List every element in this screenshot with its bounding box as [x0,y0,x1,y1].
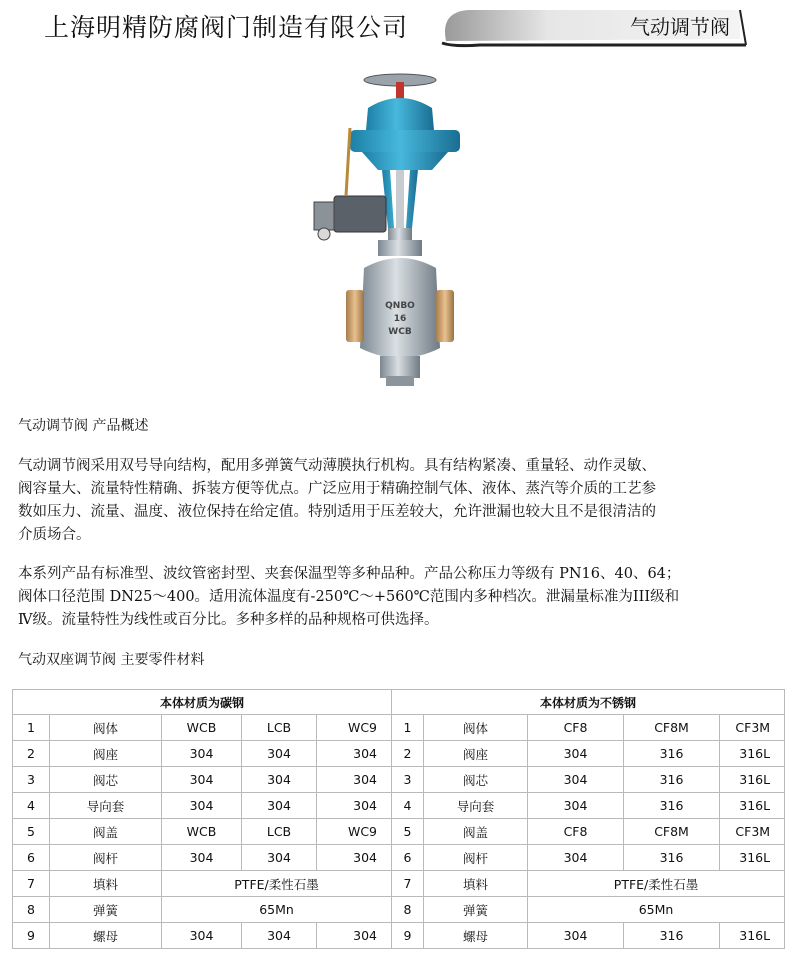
stainless-material-cell: 304 [528,741,624,767]
actuator-top [366,98,434,130]
carbon-material-cell: 304 [162,767,242,793]
row-number-cell: 8 [392,897,424,923]
table-row [13,767,785,793]
part-name-cell: 螺母 [424,923,528,949]
body-mark-brand: QNBO [385,301,415,311]
overview-heading: 气动调节阀 产品概述 [18,418,149,434]
paragraph-line: 气动调节阀采用双号导向结构，配用多弹簧气动薄膜执行机构。具有结构紧凑、重量轻、动作灵敏、 [18,458,656,474]
parts-material-table [12,689,785,949]
inlet-flange [346,290,364,342]
product-tab [440,9,748,43]
overview-paragraph-1 [18,455,760,547]
table-row [13,871,785,897]
positioner [334,196,386,232]
row-number-cell: 3 [392,767,424,793]
paragraph-line: 数如压力、流量、温度、液位保持在给定值。特别适用于压差较大，允许泄漏也较大且不是很清洁的 [18,504,656,520]
table-row [13,741,785,767]
carbon-material-cell: 304 [162,793,242,819]
carbon-material-cell: PTFE/柔性石墨 [162,871,392,897]
row-number-cell: 7 [13,871,50,897]
part-name-cell: 弹簧 [424,897,528,923]
product-tab-label: 气动调节阀 [630,15,730,39]
row-number-cell: 4 [392,793,424,819]
carbon-material-cell: 304 [317,767,392,793]
row-number-cell: 3 [13,767,50,793]
header-stainless-steel: 本体材质为不锈钢 [392,690,785,715]
stainless-material-cell: 316 [624,845,720,871]
diaphragm-actuator [350,130,460,152]
carbon-material-cell: WC9 [317,715,392,741]
row-number-cell: 7 [392,871,424,897]
stainless-material-cell: CF3M [720,715,785,741]
table-row [13,923,785,949]
stainless-material-cell: 65Mn [528,897,785,923]
carbon-material-cell: 304 [242,923,317,949]
stainless-material-cell: 316 [624,923,720,949]
row-number-cell: 6 [13,845,50,871]
stainless-material-cell: 304 [528,767,624,793]
stainless-material-cell: 316L [720,741,785,767]
stainless-material-cell: 316 [624,741,720,767]
stainless-material-cell: CF8M [624,715,720,741]
carbon-material-cell: WCB [162,715,242,741]
paragraph-line: 介质场合。 [18,527,91,543]
carbon-material-cell: 304 [162,923,242,949]
valve-photo [290,68,480,398]
stainless-material-cell: 316 [624,767,720,793]
bonnet [378,240,422,256]
part-name-cell: 阀体 [424,715,528,741]
row-number-cell: 5 [13,819,50,845]
outlet-flange [436,290,454,342]
row-number-cell: 9 [13,923,50,949]
part-name-cell: 阀芯 [424,767,528,793]
part-name-cell: 阀座 [50,741,162,767]
row-number-cell: 1 [13,715,50,741]
part-name-cell: 导向套 [50,793,162,819]
row-number-cell: 2 [392,741,424,767]
row-number-cell: 1 [392,715,424,741]
carbon-material-cell: 304 [317,923,392,949]
table-row [13,715,785,741]
stainless-material-cell: 316L [720,923,785,949]
carbon-material-cell: 304 [242,741,317,767]
header-carbon-steel: 本体材质为碳钢 [13,690,392,715]
part-name-cell: 阀杆 [424,845,528,871]
body-mark-material: WCB [388,327,412,337]
carbon-material-cell: 65Mn [162,897,392,923]
row-number-cell: 4 [13,793,50,819]
carbon-material-cell: 304 [317,845,392,871]
row-number-cell: 8 [13,897,50,923]
carbon-material-cell: 304 [242,845,317,871]
part-name-cell: 阀杆 [50,845,162,871]
carbon-material-cell: WCB [162,819,242,845]
carbon-material-cell: 304 [162,845,242,871]
table-row [13,897,785,923]
parts-heading: 气动双座调节阀 主要零件材料 [18,652,205,668]
overview-paragraph-2 [18,563,760,632]
part-name-cell: 弹簧 [50,897,162,923]
part-name-cell: 阀芯 [50,767,162,793]
table-row [13,819,785,845]
stainless-material-cell: CF8 [528,715,624,741]
paragraph-line: Ⅳ级。流量特性为线性或百分比。多种多样的品种规格可供选择。 [18,612,439,628]
carbon-material-cell: LCB [242,715,317,741]
stainless-material-cell: 316L [720,793,785,819]
carbon-material-cell: 304 [162,741,242,767]
body-mark-pressure: 16 [393,314,407,324]
stainless-material-cell: 304 [528,923,624,949]
carbon-material-cell: WC9 [317,819,392,845]
part-name-cell: 导向套 [424,793,528,819]
part-name-cell: 螺母 [50,923,162,949]
stainless-material-cell: 316L [720,845,785,871]
part-name-cell: 填料 [50,871,162,897]
part-name-cell: 阀盖 [424,819,528,845]
table-header-row [13,690,785,715]
stainless-material-cell: 316L [720,767,785,793]
paragraph-line: 阀容量大、流量特性精确、拆装方便等优点。广泛应用于精确控制气体、液体、蒸汽等介质的工艺参 [18,481,656,497]
part-name-cell: 阀盖 [50,819,162,845]
row-number-cell: 6 [392,845,424,871]
paragraph-line: 阀体口径范围 DN25～400。适用流体温度有-250℃～+560℃范围内多种档次。泄漏量标准为III级和 [18,589,680,605]
stainless-material-cell: 316 [624,793,720,819]
part-name-cell: 填料 [424,871,528,897]
stainless-material-cell: CF8 [528,819,624,845]
row-number-cell: 2 [13,741,50,767]
stainless-material-cell: CF3M [720,819,785,845]
carbon-material-cell: 304 [242,767,317,793]
paragraph-line: 本系列产品有标准型、波纹管密封型、夹套保温型等多种品种。产品公称压力等级有 PN16、40、64； [18,566,681,582]
part-name-cell: 阀体 [50,715,162,741]
table-row [13,845,785,871]
carbon-material-cell: 304 [317,793,392,819]
carbon-material-cell: LCB [242,819,317,845]
stainless-material-cell: PTFE/柔性石墨 [528,871,785,897]
part-name-cell: 阀座 [424,741,528,767]
stainless-material-cell: 304 [528,845,624,871]
company-name: 上海明精防腐阀门制造有限公司 [44,13,409,42]
carbon-material-cell: 304 [242,793,317,819]
stainless-material-cell: 304 [528,793,624,819]
table-row [13,793,785,819]
row-number-cell: 9 [392,923,424,949]
carbon-material-cell: 304 [317,741,392,767]
row-number-cell: 5 [392,819,424,845]
stainless-material-cell: CF8M [624,819,720,845]
